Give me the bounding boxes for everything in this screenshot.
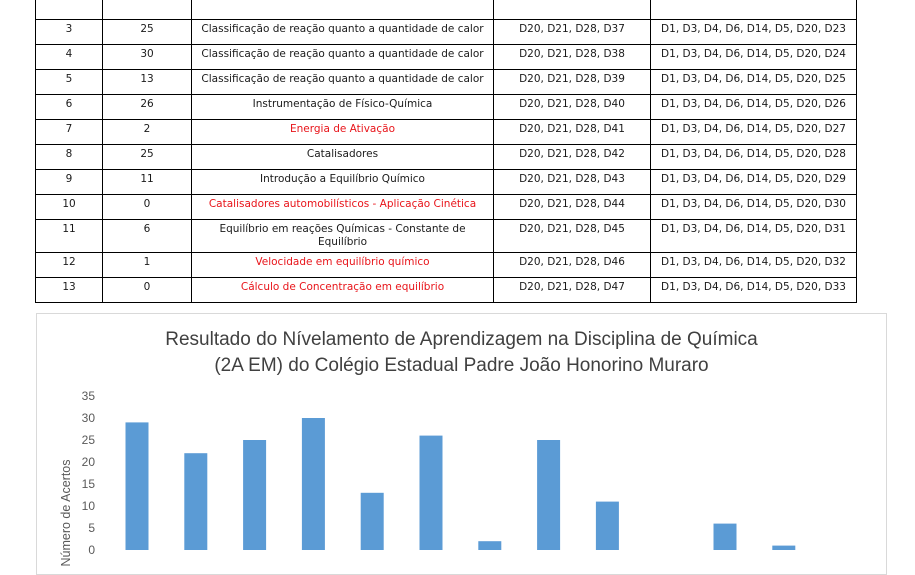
row-descriptors-a: D20, D21, D28, D38: [494, 45, 651, 70]
row-score: 11: [103, 170, 192, 195]
row-descriptors-b: D1, D3, D4, D6, D14, D5, D20, D25: [651, 70, 857, 95]
chart-title-line-1: Resultado do Nívelamento de Aprendizagem na Disciplina de Química: [165, 329, 758, 350]
row-number: 10: [36, 195, 103, 220]
row-number: 13: [36, 278, 103, 303]
row-score: 25: [103, 20, 192, 45]
table-row: [36, 70, 857, 95]
bar: [596, 502, 619, 550]
row-descriptors-b: D1, D3, D4, D6, D14, D5, D20, D23: [651, 20, 857, 45]
chart-area: [36, 313, 887, 575]
y-tick-label: 30: [81, 411, 95, 425]
row-number: [36, 0, 103, 20]
row-descriptors-a: D20, D21, D28, D46: [494, 253, 651, 278]
row-topic: Energia de Ativação: [192, 120, 494, 145]
bar: [302, 418, 325, 550]
table-row: [36, 220, 857, 253]
row-topic: Classificação de reação quanto a quantidade de calor: [192, 20, 494, 45]
bar: [537, 440, 560, 550]
row-number: 6: [36, 95, 103, 120]
bar: [243, 440, 266, 550]
table-row: [36, 0, 857, 20]
y-tick-label: 25: [81, 433, 95, 447]
bar: [714, 524, 737, 550]
table-row: [36, 253, 857, 278]
row-score: 0: [103, 278, 192, 303]
row-topic: Introdução a Equilíbrio Químico: [192, 170, 494, 195]
row-descriptors-b: D1, D3, D4, D6, D14, D5, D20, D27: [651, 120, 857, 145]
row-descriptors-b: D1, D3, D4, D6, D14, D5, D20, D28: [651, 145, 857, 170]
row-number: 7: [36, 120, 103, 145]
competency-table-wrapper: [35, 0, 856, 303]
row-descriptors-b: D1, D3, D4, D6, D14, D5, D20, D30: [651, 195, 857, 220]
bar: [420, 436, 443, 550]
row-number: 3: [36, 20, 103, 45]
table-row: [36, 95, 857, 120]
row-topic: Instrumentação de Físico-Química: [192, 95, 494, 120]
row-score: 26: [103, 95, 192, 120]
row-descriptors-a: D20, D21, D28, D44: [494, 195, 651, 220]
table-row: [36, 120, 857, 145]
bar-chart: [37, 314, 886, 574]
chart-title-line-2: (2A EM) do Colégio Estadual Padre João Honorino Muraro: [214, 355, 709, 376]
row-number: 9: [36, 170, 103, 195]
row-number: 5: [36, 70, 103, 95]
y-tick-label: 15: [81, 477, 95, 491]
row-number: 8: [36, 145, 103, 170]
row-descriptors-a: [494, 0, 651, 20]
row-descriptors-b: D1, D3, D4, D6, D14, D5, D20, D32: [651, 253, 857, 278]
table-row: [36, 195, 857, 220]
row-descriptors-a: D20, D21, D28, D43: [494, 170, 651, 195]
row-score: 2: [103, 120, 192, 145]
row-descriptors-b: D1, D3, D4, D6, D14, D5, D20, D24: [651, 45, 857, 70]
table-body: [36, 0, 857, 303]
row-descriptors-b: D1, D3, D4, D6, D14, D5, D20, D26: [651, 95, 857, 120]
competency-table: [35, 0, 857, 303]
table-row: [36, 45, 857, 70]
row-topic: Velocidade em equilíbrio químico: [192, 253, 494, 278]
table-row: [36, 145, 857, 170]
row-descriptors-a: D20, D21, D28, D47: [494, 278, 651, 303]
row-descriptors-a: D20, D21, D28, D42: [494, 145, 651, 170]
row-descriptors-b: D1, D3, D4, D6, D14, D5, D20, D29: [651, 170, 857, 195]
row-descriptors-a: D20, D21, D28, D41: [494, 120, 651, 145]
y-tick-label: 5: [88, 521, 95, 535]
y-tick-label: 20: [81, 455, 95, 469]
row-score: 0: [103, 195, 192, 220]
row-descriptors-a: D20, D21, D28, D45: [494, 220, 651, 253]
y-tick-label: 10: [81, 499, 95, 513]
row-topic: Catalisadores automobilísticos - Aplicação Cinética: [192, 195, 494, 220]
row-score: 13: [103, 70, 192, 95]
row-number: 4: [36, 45, 103, 70]
row-score: 1: [103, 253, 192, 278]
bar: [772, 546, 795, 550]
row-descriptors-a: D20, D21, D28, D40: [494, 95, 651, 120]
y-tick-label: 35: [81, 389, 95, 403]
row-number: 12: [36, 253, 103, 278]
row-topic: [192, 0, 494, 20]
row-score: 6: [103, 220, 192, 253]
table-row: [36, 20, 857, 45]
row-topic: Classificação de reação quanto a quantidade de calor: [192, 45, 494, 70]
bar: [361, 493, 384, 550]
y-axis-label: Número de Acertos: [59, 459, 73, 567]
bar: [478, 541, 501, 550]
table-row: [36, 278, 857, 303]
bar: [126, 422, 149, 550]
row-number: 11: [36, 220, 103, 253]
row-topic: Classificação de reação quanto a quantidade de calor: [192, 70, 494, 95]
row-topic: Equilíbrio em reações Químicas - Constante de Equilíbrio: [192, 220, 494, 253]
row-descriptors-a: D20, D21, D28, D39: [494, 70, 651, 95]
row-score: [103, 0, 192, 20]
row-score: 30: [103, 45, 192, 70]
row-descriptors-b: D1, D3, D4, D6, D14, D5, D20, D31: [651, 220, 857, 253]
row-topic: Cálculo de Concentração em equilíbrio: [192, 278, 494, 303]
table-row: [36, 170, 857, 195]
row-score: 25: [103, 145, 192, 170]
row-descriptors-b: [651, 0, 857, 20]
row-descriptors-a: D20, D21, D28, D37: [494, 20, 651, 45]
y-tick-label: 0: [88, 543, 95, 557]
row-topic: Catalisadores: [192, 145, 494, 170]
row-descriptors-b: D1, D3, D4, D6, D14, D5, D20, D33: [651, 278, 857, 303]
bar: [184, 453, 207, 550]
